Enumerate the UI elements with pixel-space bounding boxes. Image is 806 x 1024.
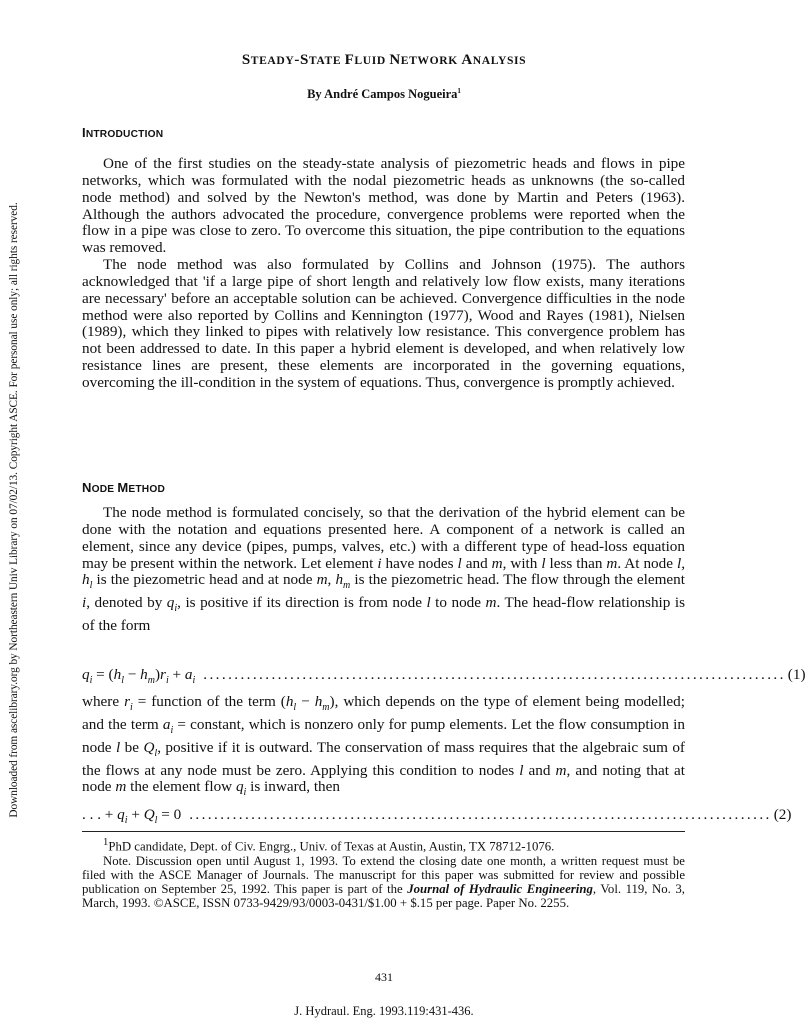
equation-2-leader-dots: .............................................................................................. bbox=[189, 806, 772, 823]
intro-paragraph-2: The node method was also formulated by Collins and Johnson (1975). The authors acknowledged that 'if a large pipe of short length and relatively low flow exists, many iterations are necessary' before an acceptable solution can be achieved. Convergence difficulties in the node method were also reported by Collins and Kennington (1977), Wood and Rayes (1981), Nielsen (1989), which they linked to pipes with relatively low resistance. This convergence problem has not been addressed to date. In this paper a hybrid element is developed, and when relatively low resistance lines are present, these elements are incorporated in the governing equations, overcoming the ill-condition in the system of equations. Thus, convergence is promptly achieved. bbox=[82, 256, 685, 391]
citation-footer: J. Hydraul. Eng. 1993.119:431-436. bbox=[294, 1004, 474, 1018]
equation-2-number: (2) bbox=[773, 806, 792, 823]
page-number: 431 bbox=[375, 970, 393, 984]
author-line: By André Campos Nogueira$^1$ bbox=[307, 87, 461, 102]
node-method-body-2 bbox=[82, 694, 685, 802]
download-watermark-text: Downloaded from ascelibrary.org by Northeastern Univ Library on 07/02/13. Copyright ASCE. For personal use only; all rights reserved. bbox=[8, 202, 20, 818]
introduction-body bbox=[82, 156, 685, 392]
equation-1 bbox=[82, 666, 806, 687]
section-heading-introduction: INTRODUCTION bbox=[82, 125, 164, 140]
paper-title: STEADY-STATE FLUID NETWORK ANALYSIS bbox=[241, 52, 527, 68]
footnotes bbox=[82, 836, 685, 911]
equation-2-expression: . . . + $q_i + Q_l = 0$ bbox=[82, 806, 182, 827]
section-heading-node-method: NODE METHOD bbox=[82, 480, 165, 495]
footnote-note: Note. Discussion open until August 1, 1993. To extend the closing date one month, a written request must be filed with the ASCE Manager of Journals. The manuscript for this paper was submitted for review and possible publication on September 25, 1992. This paper is part of the Journal of Hydraulic Engineering, Vol. 119, No. 3, March, 1993. ©ASCE, ISSN 0733-9429/93/0003-0431/$1.00 + $.15 per page. Paper No. 2255. bbox=[82, 853, 685, 911]
download-watermark bbox=[4, 140, 24, 880]
node-paragraph-1: The node method is formulated concisely, so that the derivation of the hybrid element can be done with the notation and equations presented here. A component of a network is called an element, since any device (pipes, pumps, valves, etc.) with a different type of head-loss equation may be present within the network. Let element i have nodes l and m, with l less than m. At node l, $h_l$ is the piezometric head and at node m, $h_m$ is the piezometric head. The flow through the element i, denoted by $q_i$, is positive if its direction is from node l to node m. The head-flow relationship is of the form bbox=[82, 504, 685, 635]
intro-paragraph-1: One of the first studies on the steady-state analysis of piezometric heads and flows in pipe networks, which was formulated with the nodal piezometric heads as unknowns (the so-called node method) and solved by the Newton's method, was done by Martin and Peters (1963). Although the authors advocated the procedure, convergence problems were reported when the flow in a pipe was close to zero. To overcome this situation, the pipe contribution to the equations was removed. bbox=[82, 155, 685, 257]
equation-2 bbox=[82, 806, 792, 827]
equation-1-leader-dots: .............................................................................................. bbox=[203, 666, 786, 683]
node-paragraph-2: where $r_i$ = function of the term $(h_l - h_m)$, which depends on the type of element being modelled; and the term $a_i$ = constant, which is nonzero only for pump elements. Let the flow consumption in node l be $Q_l$, positive if it is outward. The conservation of mass requires that the algebraic sum of the flows at any node must be zero. Applying this condition to nodes l and m, and noting that at node m the element flow $q_i$ is inward, then bbox=[82, 693, 685, 799]
node-method-body bbox=[82, 505, 685, 635]
equation-1-expression: $q_i = (h_l - h_m)r_i + a_i$ bbox=[82, 666, 196, 687]
footnote-1: $^1$PhD candidate, Dept. of Civ. Engrg., Univ. of Texas at Austin, Austin, TX 78712-1076. bbox=[103, 837, 555, 854]
footnote-divider bbox=[82, 831, 685, 832]
equation-1-number: (1) bbox=[787, 666, 806, 683]
